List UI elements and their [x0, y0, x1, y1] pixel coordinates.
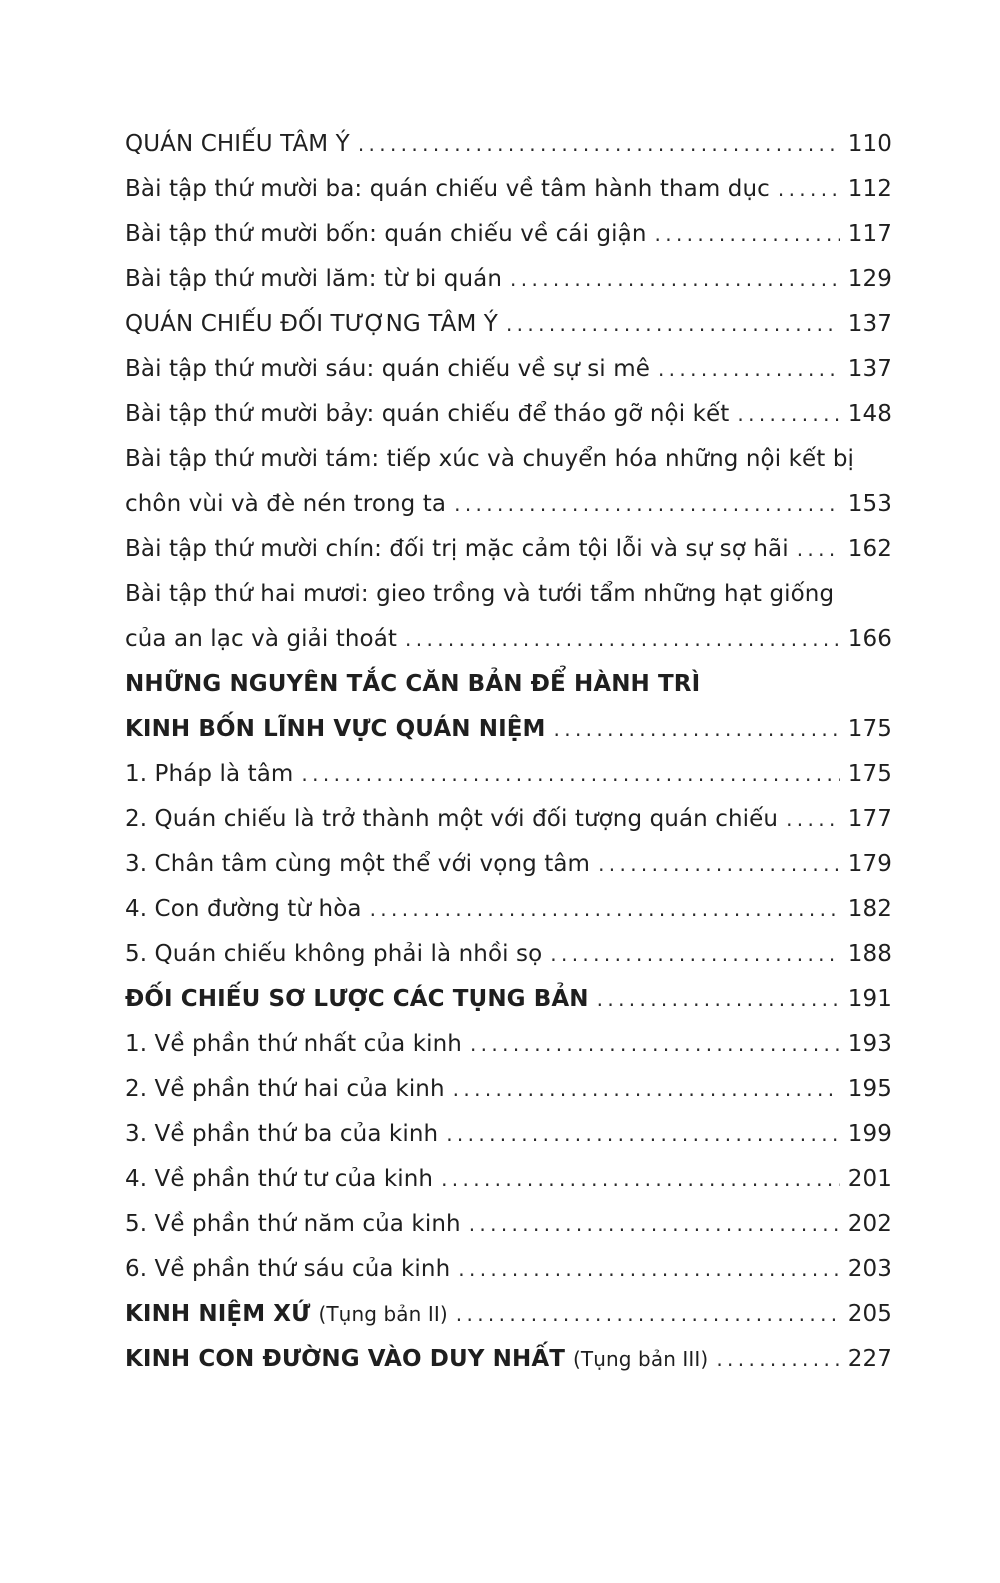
- toc-entry-page: 179: [847, 851, 892, 877]
- toc-dot-leader: [550, 932, 840, 977]
- toc-dot-leader: [554, 707, 840, 752]
- toc-entry-title: 2. Về phần thứ hai của kinh: [125, 1076, 445, 1102]
- toc-entry-title: Bài tập thứ hai mươi: gieo trồng và tưới tẩm những hạt giống: [125, 581, 835, 607]
- toc-entry: [125, 527, 892, 572]
- toc-entry: [125, 347, 892, 392]
- toc-entry-title: Bài tập thứ mười ba: quán chiếu về tâm hành tham dục: [125, 176, 770, 202]
- toc-entry: [125, 572, 892, 617]
- toc-dot-leader: [786, 797, 840, 842]
- toc-dot-leader: [797, 527, 840, 572]
- toc-entry: [125, 977, 892, 1022]
- toc-entry-title: 4. Về phần thứ tư của kinh: [125, 1166, 434, 1192]
- toc-entry: [125, 1067, 892, 1112]
- toc-dot-leader: [453, 1067, 840, 1112]
- toc-entry-page: 191: [847, 986, 892, 1012]
- toc-entry: [125, 482, 892, 527]
- toc-entry-page: 162: [847, 536, 892, 562]
- toc-entry-title: 2. Quán chiếu là trở thành một với đối tượng quán chiếu: [125, 806, 779, 832]
- toc-dot-leader: [655, 212, 840, 257]
- toc-dot-leader: [598, 842, 840, 887]
- toc-entry-page: 177: [847, 806, 892, 832]
- toc-dot-leader: [446, 1112, 840, 1157]
- toc-entry: [125, 617, 892, 662]
- toc-entry: [125, 932, 892, 977]
- toc-dot-leader: [458, 1247, 840, 1292]
- toc-entry-page: 195: [847, 1076, 892, 1102]
- toc-dot-leader: [510, 257, 840, 302]
- toc-entry-suffix: (Tụng bản III): [573, 1347, 709, 1371]
- toc-entry: [125, 257, 892, 302]
- toc-dot-leader: [716, 1337, 840, 1382]
- toc-entry-title: KINH NIỆM XỨ: [125, 1301, 311, 1327]
- toc-entry-title: Bài tập thứ mười lăm: từ bi quán: [125, 266, 503, 292]
- toc-dot-leader: [456, 1292, 840, 1337]
- toc-entry-page: 193: [847, 1031, 892, 1057]
- toc-entry-page: 175: [847, 716, 892, 742]
- toc-dot-leader: [454, 482, 840, 527]
- toc-entry: [125, 752, 892, 797]
- toc-entry-title: ĐỐI CHIẾU SƠ LƯỢC CÁC TỤNG BẢN: [125, 986, 589, 1012]
- toc-entry: [125, 122, 892, 167]
- toc-entry-title: 4. Con đường từ hòa: [125, 896, 362, 922]
- toc-entry: [125, 797, 892, 842]
- toc-dot-leader: [737, 392, 840, 437]
- toc-entry-page: 203: [847, 1256, 892, 1282]
- toc-entry: [125, 1247, 892, 1292]
- toc-entry: [125, 1022, 892, 1067]
- toc-entry-page: 110: [847, 131, 892, 157]
- toc-entry-title: 1. Pháp là tâm: [125, 761, 294, 787]
- toc-entry-title: Bài tập thứ mười sáu: quán chiếu về sự si mê: [125, 356, 650, 382]
- toc-entry: [125, 1292, 892, 1337]
- toc-entry-title: 3. Chân tâm cùng một thể với vọng tâm: [125, 851, 591, 877]
- toc-dot-leader: [469, 1202, 840, 1247]
- toc-dot-leader: [358, 122, 840, 167]
- toc-entry-title: 5. Quán chiếu không phải là nhồi sọ: [125, 941, 543, 967]
- toc-entry: [125, 437, 892, 482]
- toc-entry: [125, 212, 892, 257]
- toc-entry-page: 117: [847, 221, 892, 247]
- toc-dot-leader: [470, 1022, 840, 1067]
- toc-entry-title: 6. Về phần thứ sáu của kinh: [125, 1256, 451, 1282]
- toc-entry-title: Bài tập thứ mười tám: tiếp xúc và chuyển hóa những nội kết bị: [125, 446, 855, 472]
- toc-entry-page: 129: [847, 266, 892, 292]
- toc-entry-title: của an lạc và giải thoát: [125, 626, 398, 652]
- toc-entry-page: 199: [847, 1121, 892, 1147]
- toc-entry: [125, 392, 892, 437]
- toc-entry-title: KINH CON ĐƯỜNG VÀO DUY NHẤT: [125, 1346, 566, 1372]
- toc-entry: [125, 302, 892, 347]
- toc-entry: [125, 1157, 892, 1202]
- toc-entry: [125, 167, 892, 212]
- toc-entry: [125, 1202, 892, 1247]
- toc-entry-title: chôn vùi và đè nén trong ta: [125, 491, 447, 517]
- toc-entry: [125, 842, 892, 887]
- toc-entry-title: Bài tập thứ mười bốn: quán chiếu về cái giận: [125, 221, 647, 247]
- toc-dot-leader: [658, 347, 840, 392]
- toc-entry-page: 227: [847, 1346, 892, 1372]
- toc-entry-page: 137: [847, 311, 892, 337]
- toc-entry-title: Bài tập thứ mười chín: đối trị mặc cảm tội lỗi và sự sợ hãi: [125, 536, 789, 562]
- toc-entry-title: 5. Về phần thứ năm của kinh: [125, 1211, 461, 1237]
- toc-entry-title: 1. Về phần thứ nhất của kinh: [125, 1031, 462, 1057]
- toc-entry: [125, 707, 892, 752]
- toc-entry-title: KINH BỐN LĨNH VỰC QUÁN NIỆM: [125, 716, 546, 742]
- toc-entry-suffix: (Tụng bản II): [318, 1302, 448, 1326]
- toc-entry-page: 137: [847, 356, 892, 382]
- toc-entry-page: 153: [847, 491, 892, 517]
- toc-entry-page: 166: [847, 626, 892, 652]
- toc-list: [125, 122, 892, 1382]
- toc-entry: [125, 1337, 892, 1382]
- toc-dot-leader: [405, 617, 840, 662]
- toc-dot-leader: [597, 977, 840, 1022]
- toc-entry: [125, 1112, 892, 1157]
- toc-entry-page: 188: [847, 941, 892, 967]
- toc-entry-page: 175: [847, 761, 892, 787]
- toc-entry: [125, 662, 892, 707]
- toc-dot-leader: [441, 1157, 840, 1202]
- toc-dot-leader: [778, 167, 840, 212]
- toc-entry-page: 201: [847, 1166, 892, 1192]
- toc-entry: [125, 887, 892, 932]
- toc-dot-leader: [506, 302, 840, 347]
- toc-entry-page: 205: [847, 1301, 892, 1327]
- toc-dot-leader: [370, 887, 840, 932]
- toc-entry-title: NHỮNG NGUYÊN TẮC CĂN BẢN ĐỂ HÀNH TRÌ: [125, 671, 701, 697]
- toc-entry-title: Bài tập thứ mười bảy: quán chiếu để tháo gỡ nội kết: [125, 401, 730, 427]
- toc-dot-leader: [301, 752, 840, 797]
- toc-entry-page: 182: [847, 896, 892, 922]
- toc-entry-page: 148: [847, 401, 892, 427]
- toc-entry-title: 3. Về phần thứ ba của kinh: [125, 1121, 439, 1147]
- toc-entry-title: QUÁN CHIẾU TÂM Ý: [125, 131, 350, 157]
- toc-entry-page: 112: [847, 176, 892, 202]
- toc-entry-page: 202: [847, 1211, 892, 1237]
- toc-entry-title: QUÁN CHIẾU ĐỐI TƯỢNG TÂM Ý: [125, 311, 498, 337]
